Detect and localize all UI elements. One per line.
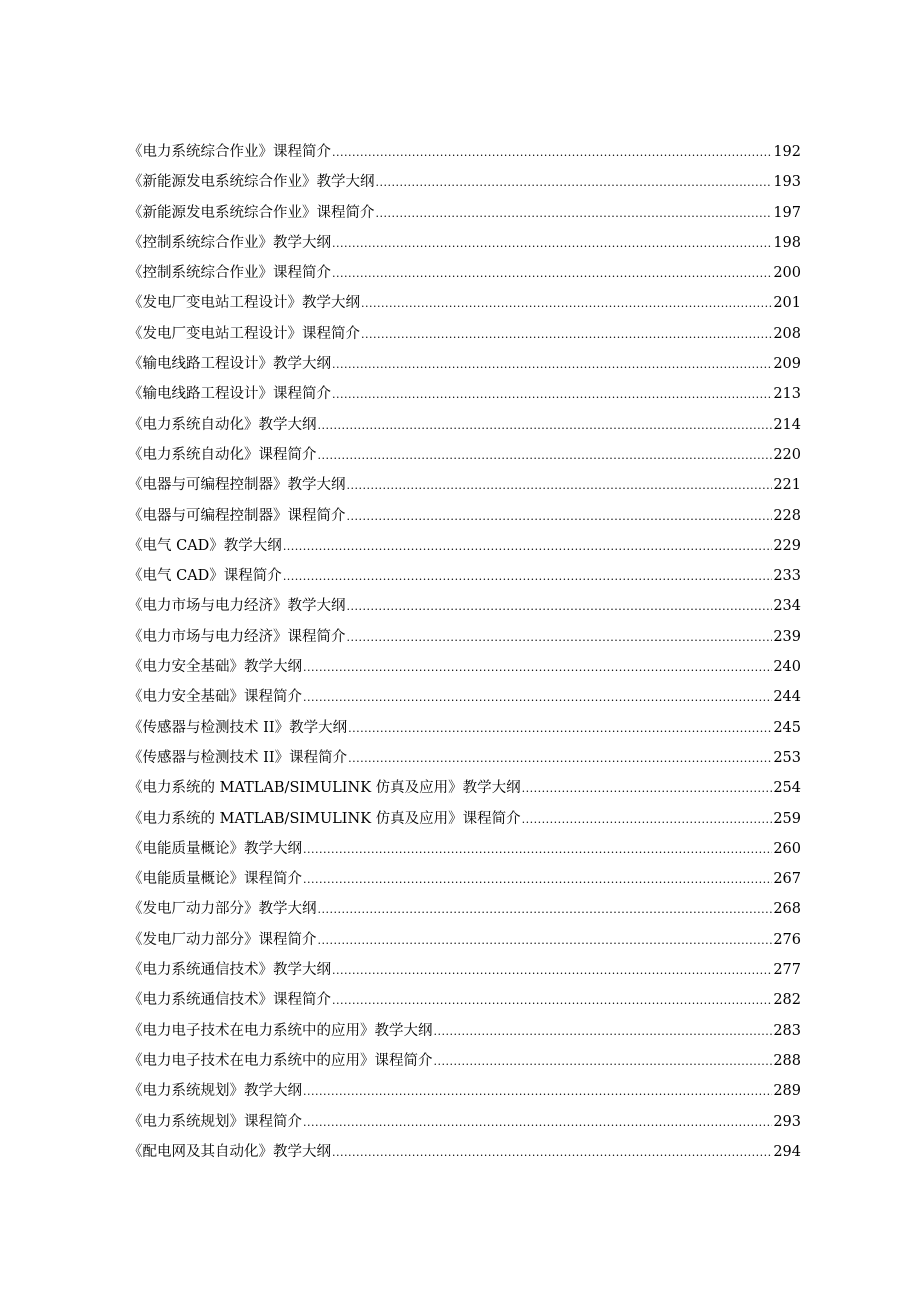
- toc-entry[interactable]: [128, 1020, 801, 1050]
- table-of-contents: [128, 141, 801, 1171]
- toc-dot-leader: [332, 960, 772, 982]
- toc-entry-title: 《电力系统规划》教学大纲: [128, 1083, 302, 1100]
- toc-dot-leader: [283, 536, 773, 558]
- toc-entry[interactable]: [128, 595, 801, 625]
- toc-entry[interactable]: [128, 414, 801, 444]
- toc-entry[interactable]: [128, 474, 801, 504]
- toc-entry[interactable]: [128, 141, 801, 171]
- toc-entry[interactable]: [128, 1080, 801, 1110]
- toc-entry-title: 《电力系统自动化》教学大纲: [128, 416, 317, 433]
- toc-entry-page: 244: [773, 689, 801, 706]
- toc-dot-leader: [347, 627, 773, 649]
- toc-entry[interactable]: [128, 1050, 801, 1080]
- toc-entry[interactable]: [128, 626, 801, 656]
- toc-entry-page: 208: [773, 325, 801, 342]
- toc-dot-leader: [318, 899, 773, 921]
- toc-entry[interactable]: [128, 292, 801, 322]
- toc-entry-title: 《控制系统综合作业》教学大纲: [128, 234, 331, 251]
- toc-entry-page: 276: [773, 931, 801, 948]
- toc-entry-title: 《控制系统综合作业》课程简介: [128, 265, 331, 282]
- toc-entry-page: 233: [773, 568, 801, 585]
- toc-entry-title: 《电力安全基础》教学大纲: [128, 659, 302, 676]
- toc-entry-page: 260: [773, 840, 801, 857]
- toc-entry-title: 《电器与可编程控制器》教学大纲: [128, 477, 346, 494]
- toc-dot-leader: [332, 1142, 772, 1164]
- toc-entry[interactable]: [128, 565, 801, 595]
- toc-entry-title: 《电力系统自动化》课程简介: [128, 446, 317, 463]
- toc-dot-leader: [303, 1081, 772, 1103]
- toc-dot-leader: [332, 990, 772, 1012]
- toc-entry-title: 《发电厂动力部分》教学大纲: [128, 901, 317, 918]
- toc-entry-title: 《电气 CAD》教学大纲: [128, 537, 282, 554]
- toc-entry-page: 229: [773, 537, 801, 554]
- toc-entry[interactable]: [128, 838, 801, 868]
- toc-entry-page: 282: [773, 992, 801, 1009]
- toc-dot-leader: [434, 1051, 773, 1073]
- toc-entry-title: 《发电厂变电站工程设计》教学大纲: [128, 295, 360, 312]
- toc-dot-leader: [361, 324, 772, 346]
- toc-entry[interactable]: [128, 505, 801, 535]
- toc-entry-title: 《电力系统通信技术》课程简介: [128, 992, 331, 1009]
- toc-dot-leader: [347, 596, 773, 618]
- toc-entry-page: 289: [773, 1083, 801, 1100]
- toc-dot-leader: [376, 203, 773, 225]
- toc-entry-title: 《电力电子技术在电力系统中的应用》教学大纲: [128, 1022, 433, 1039]
- toc-entry-title: 《新能源发电系统综合作业》教学大纲: [128, 174, 375, 191]
- toc-entry[interactable]: [128, 717, 801, 747]
- toc-entry-title: 《电力系统的 MATLAB/SIMULINK 仿真及应用》课程简介: [128, 810, 521, 827]
- toc-entry-page: 240: [773, 659, 801, 676]
- toc-entry-title: 《配电网及其自动化》教学大纲: [128, 1143, 331, 1160]
- toc-dot-leader: [318, 415, 773, 437]
- toc-entry-page: 198: [773, 234, 801, 251]
- toc-entry-title: 《新能源发电系统综合作业》课程简介: [128, 204, 375, 221]
- toc-dot-leader: [434, 1021, 773, 1043]
- toc-dot-leader: [348, 748, 772, 770]
- toc-dot-leader: [332, 142, 772, 164]
- toc-dot-leader: [303, 839, 772, 861]
- toc-entry-title: 《电气 CAD》课程简介: [128, 568, 282, 585]
- toc-entry-page: 293: [773, 1113, 801, 1130]
- toc-entry-page: 294: [773, 1143, 801, 1160]
- toc-entry-page: 288: [773, 1052, 801, 1069]
- toc-entry-page: 268: [773, 901, 801, 918]
- toc-entry-page: 220: [773, 446, 801, 463]
- toc-entry-title: 《电力系统通信技术》教学大纲: [128, 962, 331, 979]
- toc-dot-leader: [522, 809, 773, 831]
- toc-entry[interactable]: [128, 353, 801, 383]
- toc-dot-leader: [348, 718, 772, 740]
- toc-entry[interactable]: [128, 656, 801, 686]
- toc-dot-leader: [376, 172, 773, 194]
- toc-entry-page: 254: [773, 780, 801, 797]
- toc-entry-title: 《传感器与检测技术 II》课程简介: [128, 749, 348, 766]
- toc-entry[interactable]: [128, 898, 801, 928]
- toc-entry-title: 《发电厂动力部分》课程简介: [128, 931, 317, 948]
- toc-entry-title: 《电力安全基础》课程简介: [128, 689, 302, 706]
- toc-entry[interactable]: [128, 686, 801, 716]
- toc-dot-leader: [318, 930, 773, 952]
- toc-entry[interactable]: [128, 868, 801, 898]
- toc-entry[interactable]: [128, 959, 801, 989]
- toc-entry-page: 221: [773, 477, 801, 494]
- toc-entry-page: 201: [773, 295, 801, 312]
- toc-entry-title: 《发电厂变电站工程设计》课程简介: [128, 325, 360, 342]
- toc-entry-page: 197: [773, 204, 801, 221]
- toc-entry[interactable]: [128, 989, 801, 1019]
- toc-entry[interactable]: [128, 535, 801, 565]
- toc-entry[interactable]: [128, 262, 801, 292]
- toc-dot-leader: [332, 233, 772, 255]
- toc-entry-page: 239: [773, 628, 801, 645]
- toc-entry-title: 《电力系统的 MATLAB/SIMULINK 仿真及应用》教学大纲: [128, 780, 521, 797]
- toc-entry[interactable]: [128, 202, 801, 232]
- toc-dot-leader: [303, 687, 772, 709]
- toc-entry-page: 209: [773, 356, 801, 373]
- toc-entry[interactable]: [128, 1141, 801, 1171]
- toc-entry-page: 283: [773, 1022, 801, 1039]
- toc-entry-page: 213: [773, 386, 801, 403]
- toc-entry-page: 267: [773, 871, 801, 888]
- toc-entry-title: 《电力市场与电力经济》课程简介: [128, 628, 346, 645]
- toc-entry[interactable]: [128, 232, 801, 262]
- toc-entry[interactable]: [128, 383, 801, 413]
- toc-entry[interactable]: [128, 444, 801, 474]
- toc-dot-leader: [332, 384, 772, 406]
- toc-entry-title: 《电力电子技术在电力系统中的应用》课程简介: [128, 1052, 433, 1069]
- toc-entry-page: 245: [773, 719, 801, 736]
- toc-entry-title: 《传感器与检测技术 II》教学大纲: [128, 719, 348, 736]
- toc-entry-title: 《电能质量概论》课程简介: [128, 871, 302, 888]
- toc-entry-page: 277: [773, 962, 801, 979]
- toc-entry-title: 《电力市场与电力经济》教学大纲: [128, 598, 346, 615]
- toc-entry-title: 《电器与可编程控制器》课程简介: [128, 507, 346, 524]
- toc-entry-title: 《电能质量概论》教学大纲: [128, 840, 302, 857]
- toc-entry-page: 228: [773, 507, 801, 524]
- toc-entry-page: 259: [773, 810, 801, 827]
- toc-entry-page: 192: [773, 144, 801, 160]
- toc-dot-leader: [332, 263, 772, 285]
- toc-entry[interactable]: [128, 747, 801, 777]
- toc-entry-page: 253: [773, 749, 801, 766]
- toc-entry-title: 《输电线路工程设计》课程简介: [128, 386, 331, 403]
- toc-entry-title: 《电力系统规划》课程简介: [128, 1113, 302, 1130]
- toc-entry[interactable]: [128, 323, 801, 353]
- toc-entry-page: 234: [773, 598, 801, 615]
- toc-entry-title: 《输电线路工程设计》教学大纲: [128, 356, 331, 373]
- toc-entry[interactable]: [128, 929, 801, 959]
- toc-dot-leader: [361, 293, 772, 315]
- toc-dot-leader: [318, 445, 773, 467]
- toc-entry[interactable]: [128, 1111, 801, 1141]
- toc-dot-leader: [303, 1112, 772, 1134]
- toc-entry[interactable]: [128, 777, 801, 807]
- toc-entry-page: 193: [773, 174, 801, 191]
- toc-dot-leader: [303, 869, 772, 891]
- toc-entry-page: 200: [773, 265, 801, 282]
- toc-entry-title: 《电力系统综合作业》课程简介: [128, 144, 331, 160]
- toc-dot-leader: [283, 566, 773, 588]
- toc-entry[interactable]: [128, 171, 801, 201]
- toc-entry[interactable]: [128, 808, 801, 838]
- toc-dot-leader: [332, 354, 772, 376]
- toc-dot-leader: [522, 778, 773, 800]
- toc-entry-page: 214: [773, 416, 801, 433]
- toc-dot-leader: [303, 657, 772, 679]
- toc-dot-leader: [347, 475, 773, 497]
- toc-dot-leader: [347, 506, 773, 528]
